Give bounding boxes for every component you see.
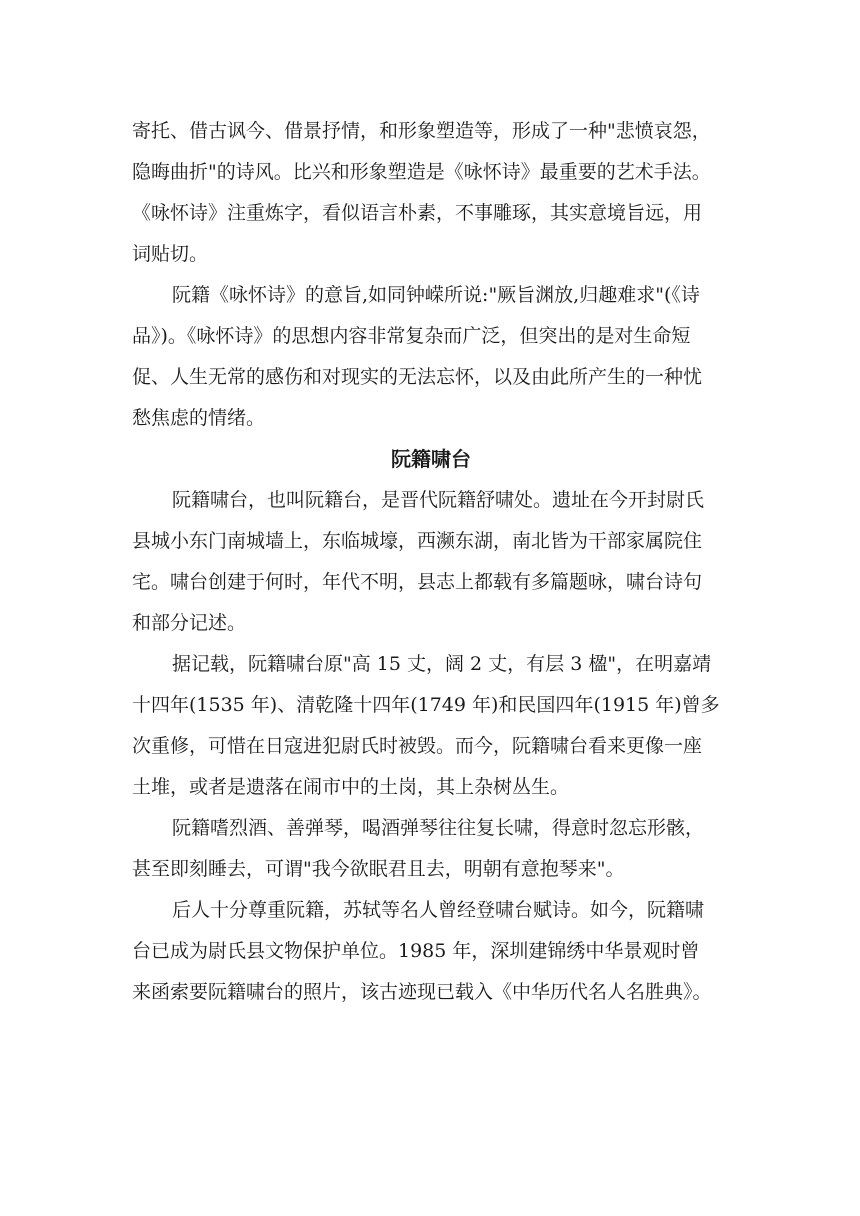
text-line: 愁焦虑的情绪。 bbox=[132, 407, 266, 429]
text-line: 台已成为尉氏县文物保护单位。1985 年，深圳建锦绣中华景观时曾 bbox=[132, 940, 700, 962]
text-line: 土堆，或者是遗落在闹市中的土岗，其上杂树丛生。 bbox=[132, 776, 570, 798]
text-line: 《咏怀诗》注重炼字，看似语言朴素，不事雕琢，其实意境旨远，用 bbox=[132, 202, 703, 224]
text-line: 隐晦曲折"的诗风。比兴和形象塑造是《咏怀诗》最重要的艺术手法。 bbox=[132, 161, 711, 183]
text-line: 据记载，阮籍啸台原"高 15 丈，阔 2 丈，有层 3 楹"，在明嘉靖 bbox=[172, 653, 712, 675]
paragraph-terrace-legacy bbox=[132, 890, 730, 1013]
paragraph-poetry-style bbox=[132, 111, 730, 275]
text-line: 阮籍《咏怀诗》的意旨,如同钟嵘所说:"厥旨渊放,归趣难求"(《诗 bbox=[172, 284, 700, 306]
text-line: 和部分记述。 bbox=[132, 612, 247, 634]
text-line: 宅。啸台创建于何时，年代不明，县志上都载有多篇题咏，啸台诗句 bbox=[132, 571, 703, 593]
paragraph-ruanji-habits bbox=[132, 808, 730, 890]
text-line: 后人十分尊重阮籍，苏轼等名人曾经登啸台赋诗。如今，阮籍啸 bbox=[172, 899, 705, 921]
text-line: 词贴切。 bbox=[132, 243, 209, 265]
text-line: 品》)。《咏怀诗》的思想内容非常复杂而广泛，但突出的是对生命短 bbox=[132, 325, 691, 347]
text-line: 十四年(1535 年)、清乾隆十四年(1749 年)和民国四年(1915 年)曾多 bbox=[132, 694, 720, 716]
text-line: 阮籍嗜烈酒、善弹琴，喝酒弹琴往往复长啸，得意时忽忘形骸， bbox=[172, 817, 705, 839]
text-line: 县城小东门南城墙上，东临城壕，西濒东湖，南北皆为干部家属院住 bbox=[132, 530, 703, 552]
text-line: 促、人生无常的感伤和对现实的无法忘怀，以及由此所产生的一种忧 bbox=[132, 366, 703, 388]
text-line: 来函索要阮籍啸台的照片，该古迹现已载入《中华历代名人名胜典》。 bbox=[132, 981, 712, 1003]
document-page bbox=[132, 111, 730, 1013]
text-line: 阮籍啸台，也叫阮籍台，是晋代阮籍舒啸处。遗址在今开封尉氏 bbox=[172, 489, 705, 511]
text-line: 次重修，可惜在日寇进犯尉氏时被毁。而今，阮籍啸台看来更像一座 bbox=[132, 735, 703, 757]
section-title: 阮籍啸台 bbox=[391, 447, 471, 471]
text-line: 寄托、借古讽今、借景抒情，和形象塑造等，形成了一种"悲愤哀怨， bbox=[132, 120, 711, 142]
text-line: 甚至即刻睡去，可谓"我今欲眠君且去，明朝有意抱琴来"。 bbox=[132, 858, 625, 880]
paragraph-poetry-theme bbox=[132, 275, 730, 439]
paragraph-terrace-intro bbox=[132, 480, 730, 644]
paragraph-terrace-history bbox=[132, 644, 730, 808]
